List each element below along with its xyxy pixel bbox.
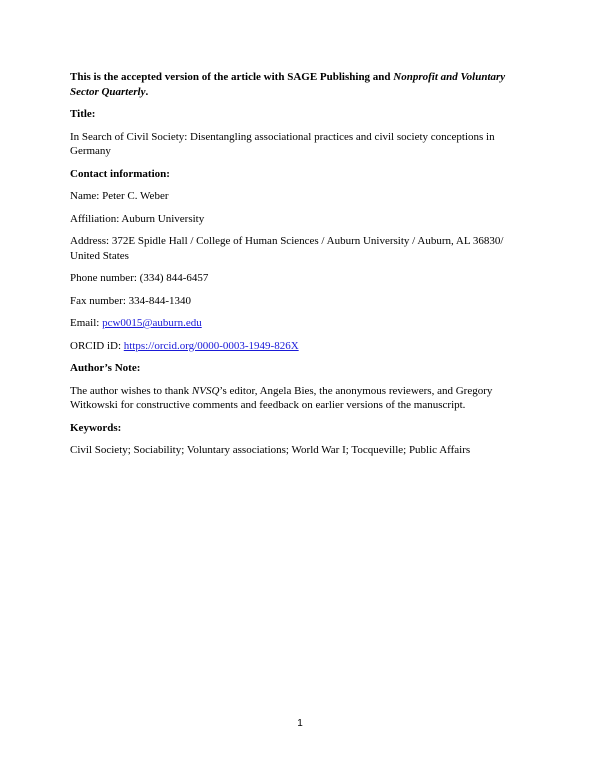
email-line xyxy=(70,316,532,331)
journal-name: Nonprofit and Voluntary Sector Quarterly xyxy=(70,71,506,98)
email-label: Email: xyxy=(70,317,103,329)
note-journal-abbr: NVSQ xyxy=(191,384,220,397)
title-heading: Title: xyxy=(70,108,96,120)
fax-number: Fax number: 334-844-1340 xyxy=(70,294,191,307)
author-affiliation: Affiliation: Auburn University xyxy=(70,212,205,225)
authors-note-heading: Author’s Note: xyxy=(70,362,141,374)
publication-statement xyxy=(70,70,532,99)
email-link[interactable]: pcw0015@auburn.edu xyxy=(102,317,202,329)
orcid-label: ORCID iD: xyxy=(70,339,124,352)
note-post: ’s editor, Angela Bies, the anonymous reviewers, and Gregory Witkowski for constructive comments and feedback on earlier versions of the manuscript. xyxy=(70,384,493,411)
orcid-link[interactable]: https://orcid.org/0000-0003-1949-826X xyxy=(123,339,299,352)
keywords-text: Civil Society; Sociability; Voluntary associations; World War I; Tocqueville; Public Affairs xyxy=(70,444,471,456)
document-page xyxy=(70,70,532,466)
phone-number: Phone number: (334) 844-6457 xyxy=(70,272,209,284)
authors-note-text xyxy=(70,384,532,413)
article-title: In Search of Civil Society: Disentangling associational practices and civil society conceptions in Germany xyxy=(70,130,495,157)
keywords-heading: Keywords: xyxy=(70,421,122,434)
statement-end: . xyxy=(145,85,149,98)
statement-lead: This is the accepted version of the article with SAGE Publishing and xyxy=(70,71,394,83)
contact-heading: Contact information: xyxy=(70,167,170,180)
author-address: Address: 372E Spidle Hall / College of Human Sciences / Auburn University / Auburn, AL 36830/ United States xyxy=(70,235,504,262)
author-name: Name: Peter C. Weber xyxy=(70,190,169,202)
page-number: 1 xyxy=(297,718,303,729)
note-pre: The author wishes to thank xyxy=(70,384,192,397)
orcid-line xyxy=(70,339,532,354)
